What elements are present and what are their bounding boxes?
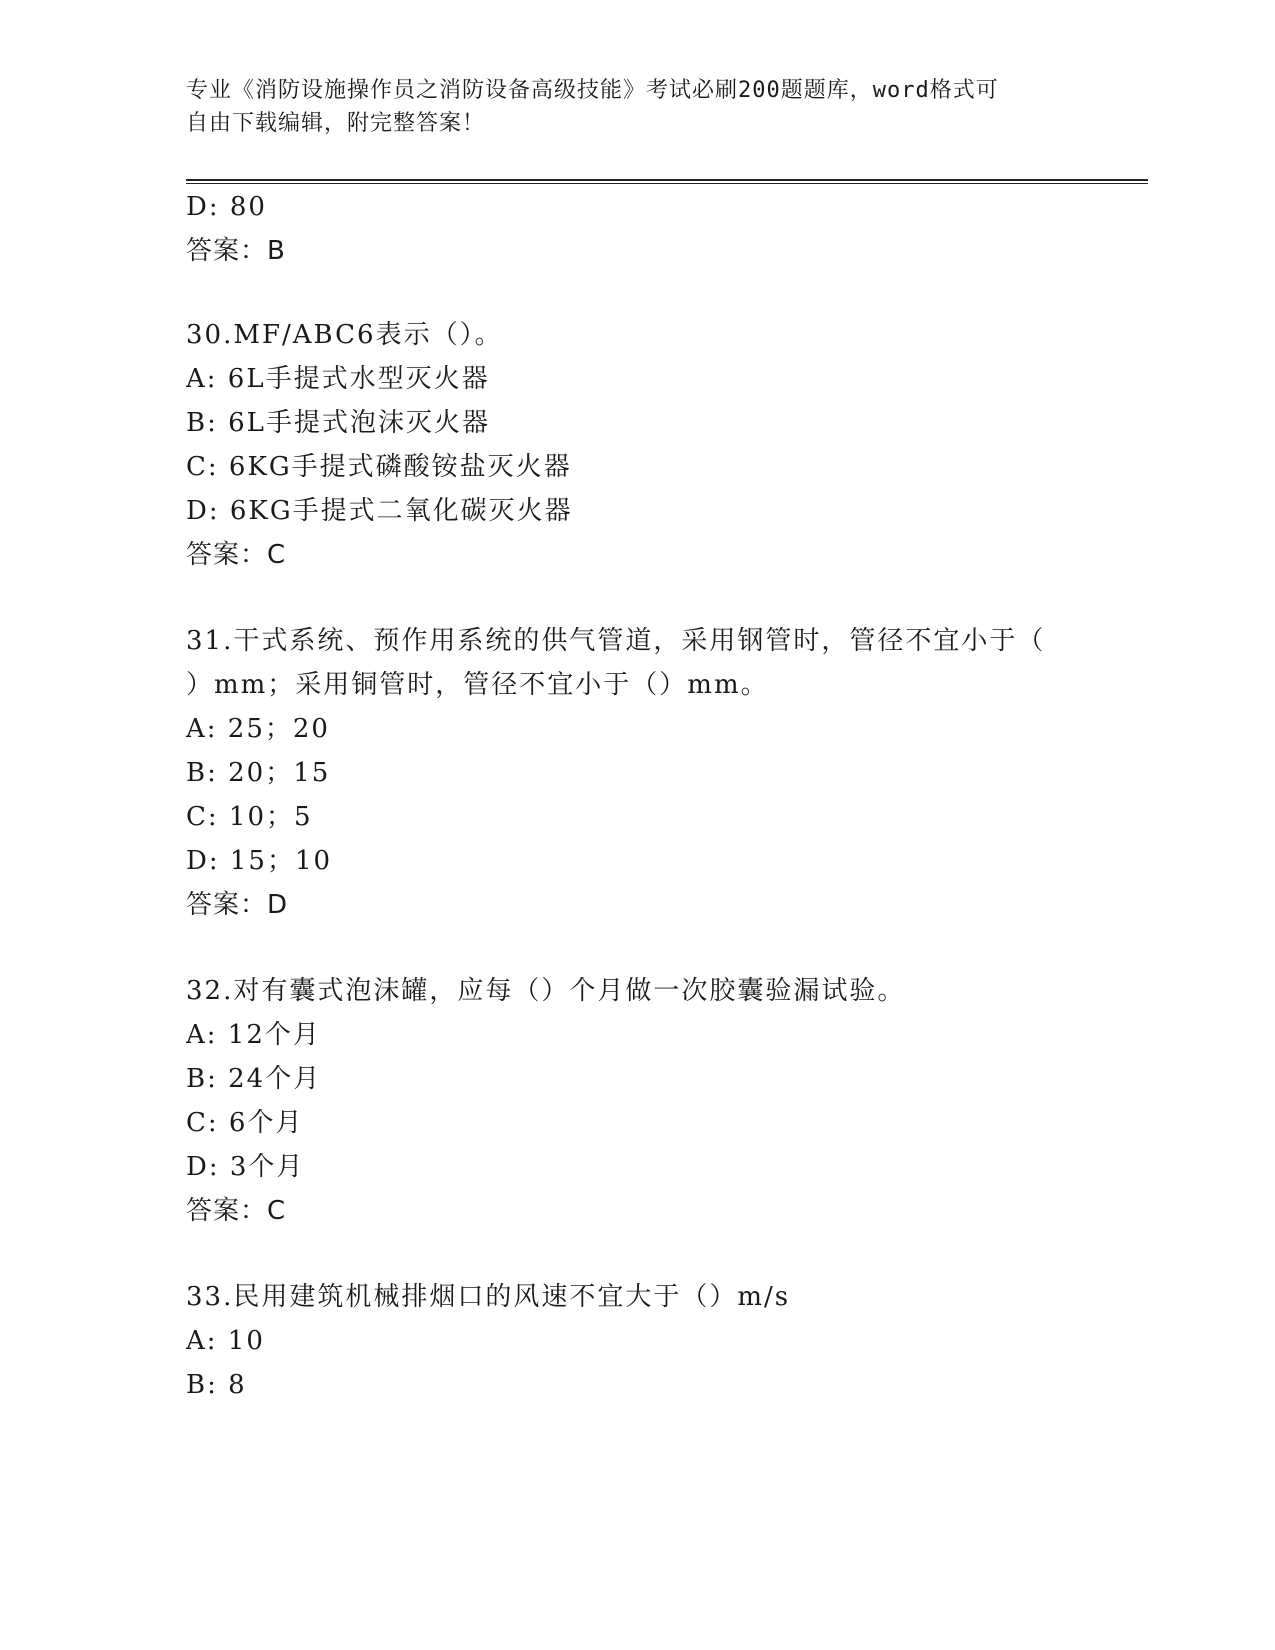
q32-option-a: A: 12个月: [186, 1020, 321, 1050]
q33-option-a: A: 10: [186, 1326, 265, 1356]
q31-option-c: C: 10；5: [186, 802, 313, 832]
q31-option-d: D: 15；10: [186, 846, 333, 876]
prev-option-d: D: 80: [186, 192, 267, 222]
q31-option-b: B: 20；15: [186, 758, 331, 788]
header-line-1: 专业《消防设施操作员之消防设备高级技能》考试必刷200题题库，word格式可: [186, 78, 999, 103]
q31-option-a: A: 25；20: [186, 714, 330, 744]
q30-option-b: B: 6L手提式泡沫灭火器: [186, 408, 490, 438]
prev-answer: 答案：B: [186, 236, 286, 266]
q30-option-c: C: 6KG手提式磷酸铵盐灭火器: [186, 452, 572, 482]
q32-option-d: D: 3个月: [186, 1152, 305, 1182]
header-divider-thin: [186, 183, 1148, 184]
q31-answer: 答案：D: [186, 890, 289, 920]
q32-option-b: B: 24个月: [186, 1064, 322, 1094]
q33-option-b: B: 8: [186, 1370, 247, 1400]
q30-option-a: A: 6L手提式水型灭火器: [186, 364, 490, 394]
document-header: [186, 74, 1066, 140]
q31-stem-line-1: 31.干式系统、预作用系统的供气管道，采用钢管时，管径不宜小于（: [186, 626, 1046, 656]
q30-option-d: D: 6KG手提式二氧化碳灭火器: [186, 496, 573, 526]
q33-stem: 33.民用建筑机械排烟口的风速不宜大于（）m/s: [186, 1282, 791, 1312]
q30-stem: 30.MF/ABC6表示（）。: [186, 320, 503, 350]
q32-option-c: C: 6个月: [186, 1108, 304, 1138]
q31-stem-line-2: ）mm；采用铜管时，管径不宜小于（）mm。: [186, 670, 769, 700]
q30-answer: 答案：C: [186, 540, 287, 570]
header-line-2: 自由下载编辑，附完整答案！: [186, 111, 486, 136]
q32-stem: 32.对有囊式泡沫罐，应每（）个月做一次胶囊验漏试验。: [186, 976, 906, 1006]
q32-answer: 答案：C: [186, 1196, 287, 1226]
header-divider-thick: [186, 179, 1148, 181]
